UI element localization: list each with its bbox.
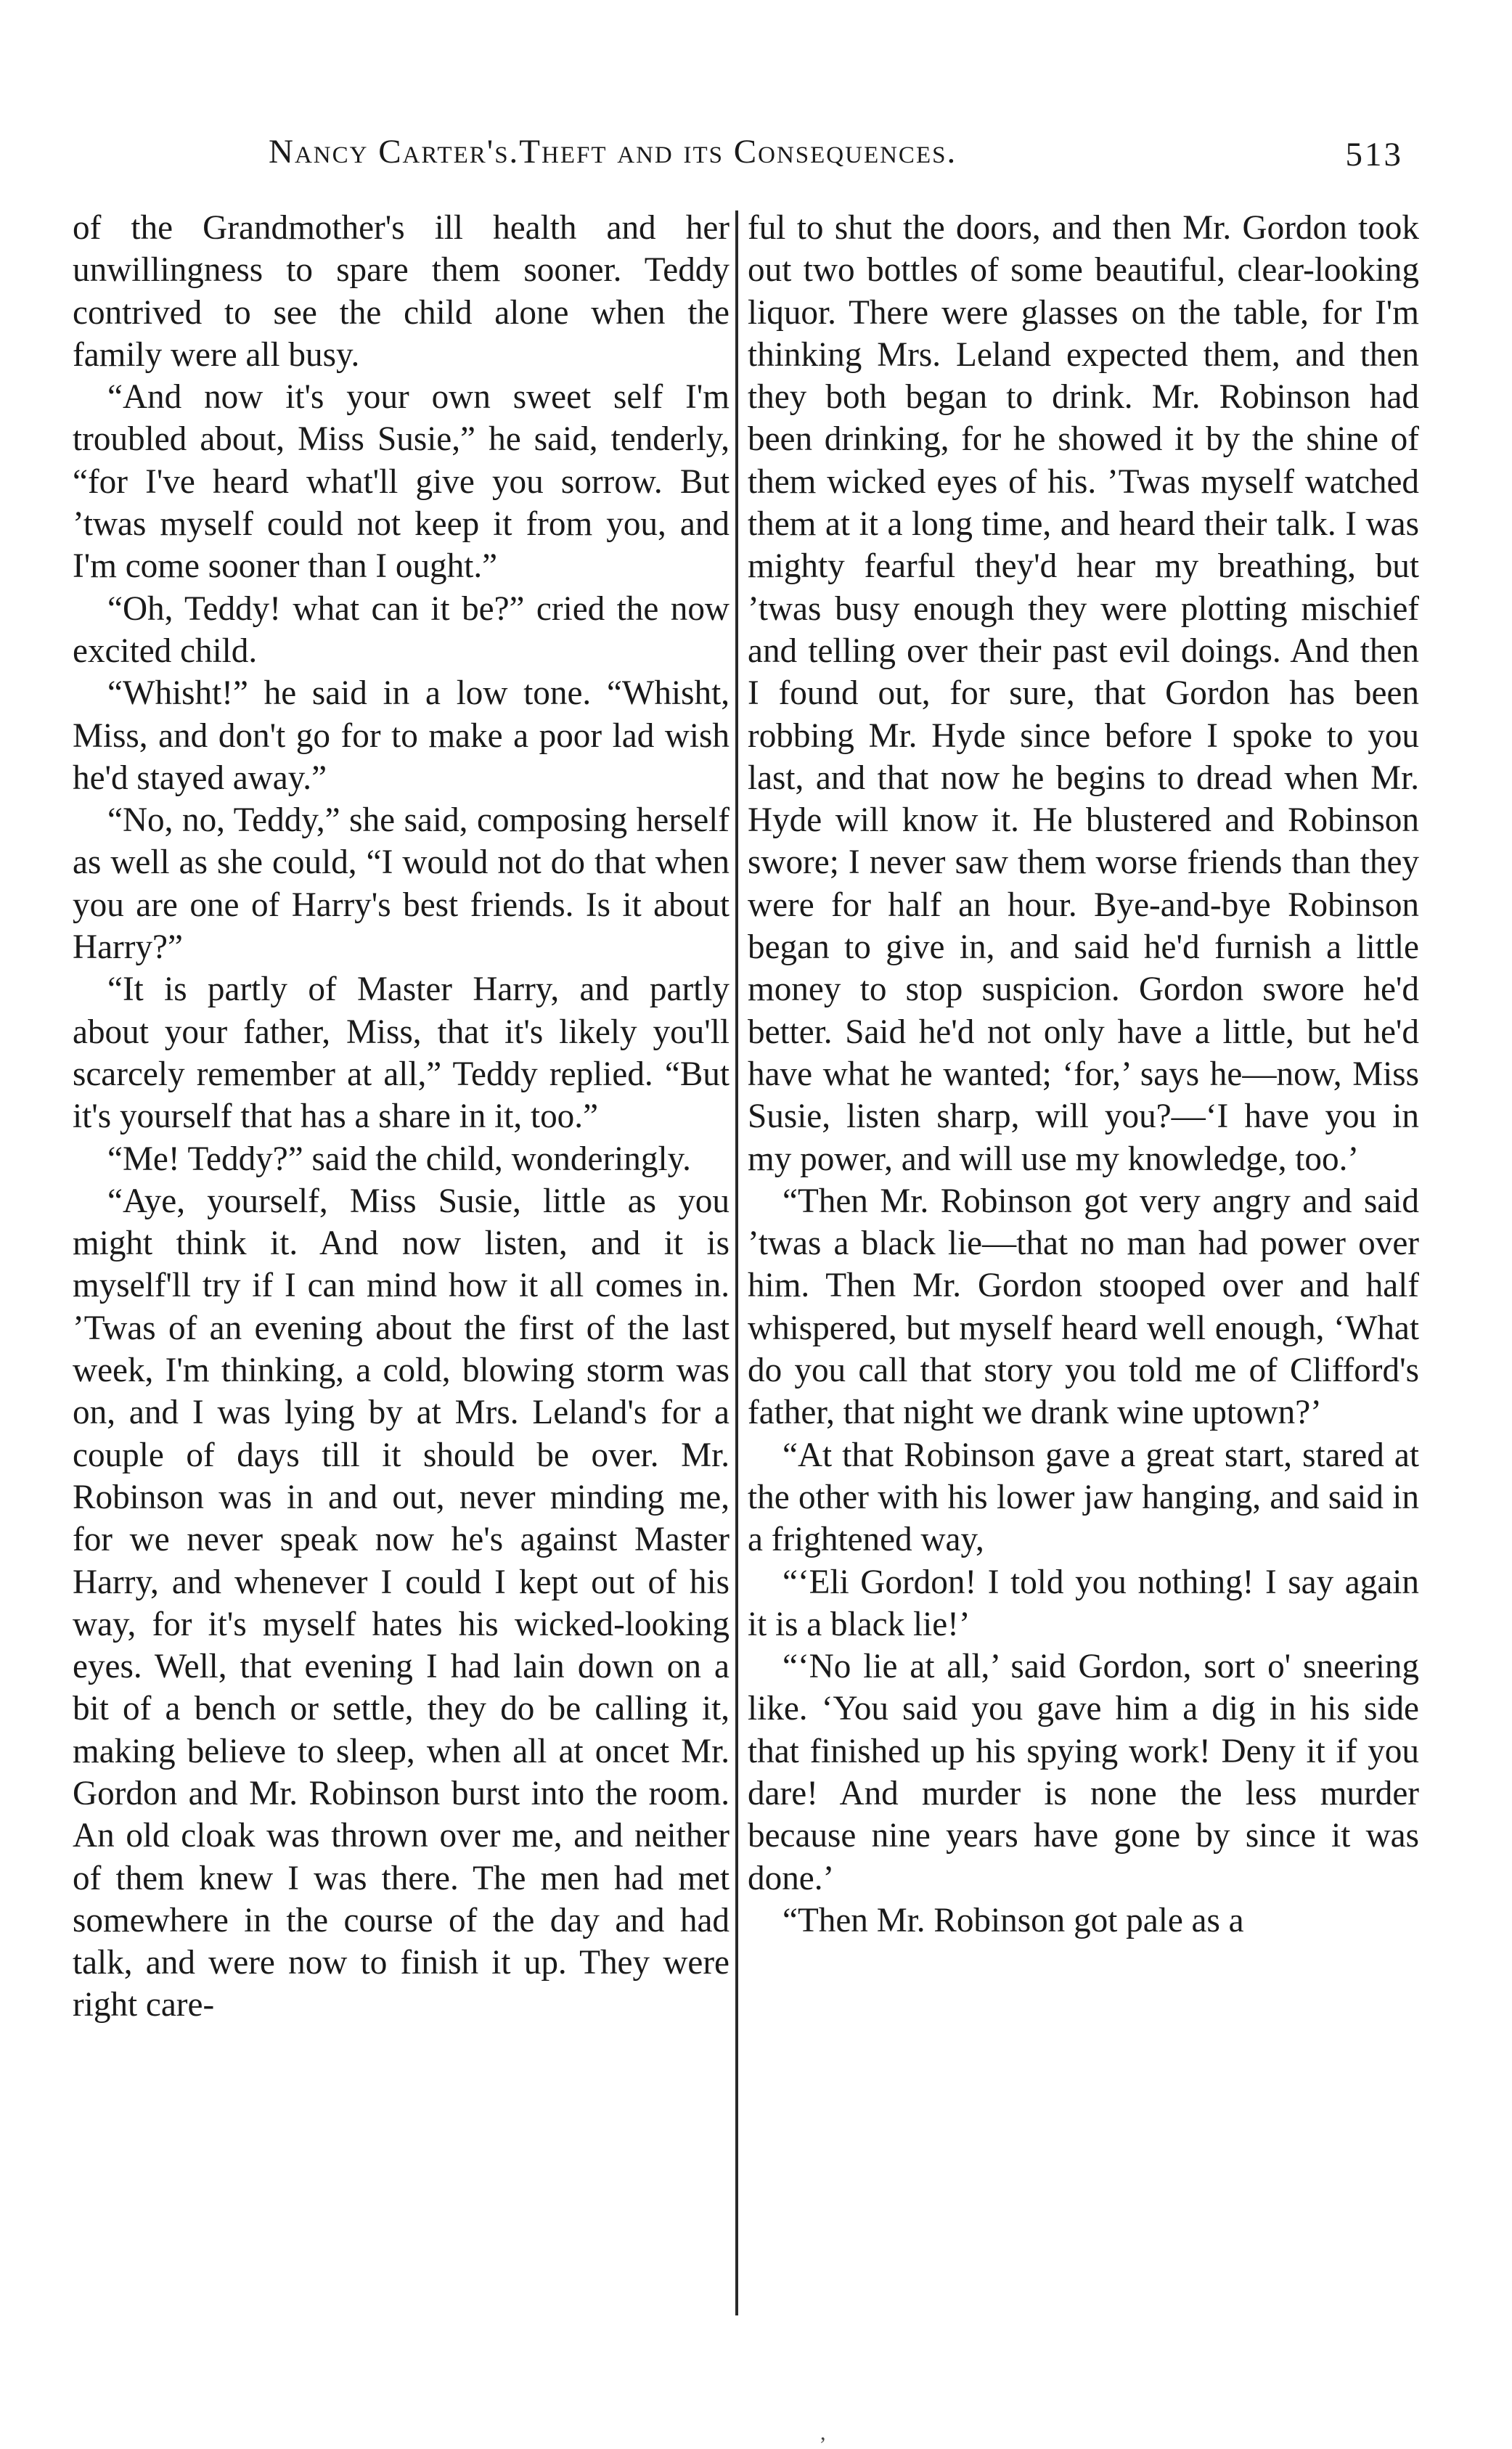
paragraph: “No, no, Teddy,” she said, composing herself as well as she could, “I would not do that when you are one of Harry's best friends. Is it about Harry?” (73, 801, 730, 967)
paragraph: “Whisht!” he said in a low tone. “Whisht, Miss, and don't go for to make a poor lad wish he'd stayed away.” (73, 674, 730, 797)
paragraph: “‘No lie at all,’ said Gordon, sort o' sneering like. ‘You said you gave him a dig in his side that finished up his spying work! Deny it if you dare! And murder is none the less murder because nine years have gone by since it was done.’ (748, 1648, 1419, 1897)
right-column (748, 207, 1419, 1942)
running-head (0, 132, 1512, 176)
paragraph: “At that Robinson gave a great start, stared at the other with his lower jaw hanging, and said in a frightened way, (748, 1436, 1419, 1559)
paragraph: ful to shut the doors, and then Mr. Gordon took out two bottles of some beautiful, clear-looking liquor. There were glasses on the table, for I'm thinking Mrs. Leland expected them, and then they both began to drink. Mr. Robinson had been drinking, for he showed it by the shine of them wicked eyes of his. ’Twas myself watched them at it a long time, and heard their talk. I was mighty fearful they'd hear my breathing, but ’twas busy enough they were plotting mischief and telling over their past evil doings. And then I found out, for sure, that Gordon has been robbing Mr. Hyde since before I spoke to you last, and that now he begins to dread when Mr. Hyde will know it. He blustered and Robinson swore; I never saw them worse friends than they were for half an hour. Bye-and-bye Robinson began to give in, and said he'd furnish a little money to stop suspicion. Gordon swore he'd better. Said he'd not only have a little, but he'd have what he wanted; ‘for,’ says he—now, Miss Susie, listen sharp, will you?—‘I have you in my power, and will use my knowledge, too.’ (748, 209, 1419, 1178)
page-number: 513 (1345, 136, 1403, 173)
column-divider (735, 210, 738, 2315)
paragraph: of the Grandmother's ill health and her unwillingness to spare them sooner. Teddy contrived to see the child alone when the family were all busy. (73, 209, 730, 374)
paragraph: “And now it's your own sweet self I'm troubled about, Miss Susie,” he said, tenderly, “for I've heard what'll give you sorrow. But ’twas myself could not keep it from you, and I'm come sooner than I ought.” (73, 378, 730, 586)
paragraph: “Oh, Teddy! what can it be?” cried the now excited child. (73, 589, 730, 670)
paragraph: “Aye, yourself, Miss Susie, little as you might think it. And now listen, and it is myself'll try if I can mind how it all comes in. ’Twas of an evening about the first of the last week, I'm thinking, a cold, blowing storm was on, and I was lying by at Mrs. Leland's for a couple of days till it should be over. Mr. Robinson was in and out, never minding me, for we never speak now he's against Master Harry, and whenever I could I kept out of his way, for it's myself hates his wicked-looking eyes. Well, that evening I had lain down on a bit of a bench or settle, they do be calling it, making believe to sleep, when all at oncet Mr. Gordon and Mr. Robinson burst into the room. An old cloak was thrown over me, and neither of them knew I was there. The men had met somewhere in the course of the day and had talk, and were now to finish it up. They were right care- (73, 1182, 730, 2024)
paragraph: “It is partly of Master Harry, and partly about your father, Miss, that it's likely you'll scarcely remember at all,” Teddy replied. “But it's yourself that has a share in it, too.” (73, 970, 730, 1136)
paragraph: “Then Mr. Robinson got very angry and said ’twas a black lie—that no man had power over him. Then Mr. Gordon stooped over and half whispered, but myself heard well enough, ‘What do you call that story you told me of Clifford's father, that night we drank wine uptown?’ (748, 1182, 1419, 1432)
paragraph: “Me! Teddy?” said the child, wonderingly. (107, 1140, 691, 1178)
left-column (73, 207, 730, 2027)
paragraph: “‘Eli Gordon! I told you nothing! I say again it is a black lie!’ (748, 1563, 1419, 1643)
chapter-title: Nancy Carter's.Theft and its Consequences. (269, 133, 957, 171)
print-mark: , (820, 2421, 826, 2445)
paragraph: “Then Mr. Robinson got pale as a (782, 1901, 1244, 1939)
